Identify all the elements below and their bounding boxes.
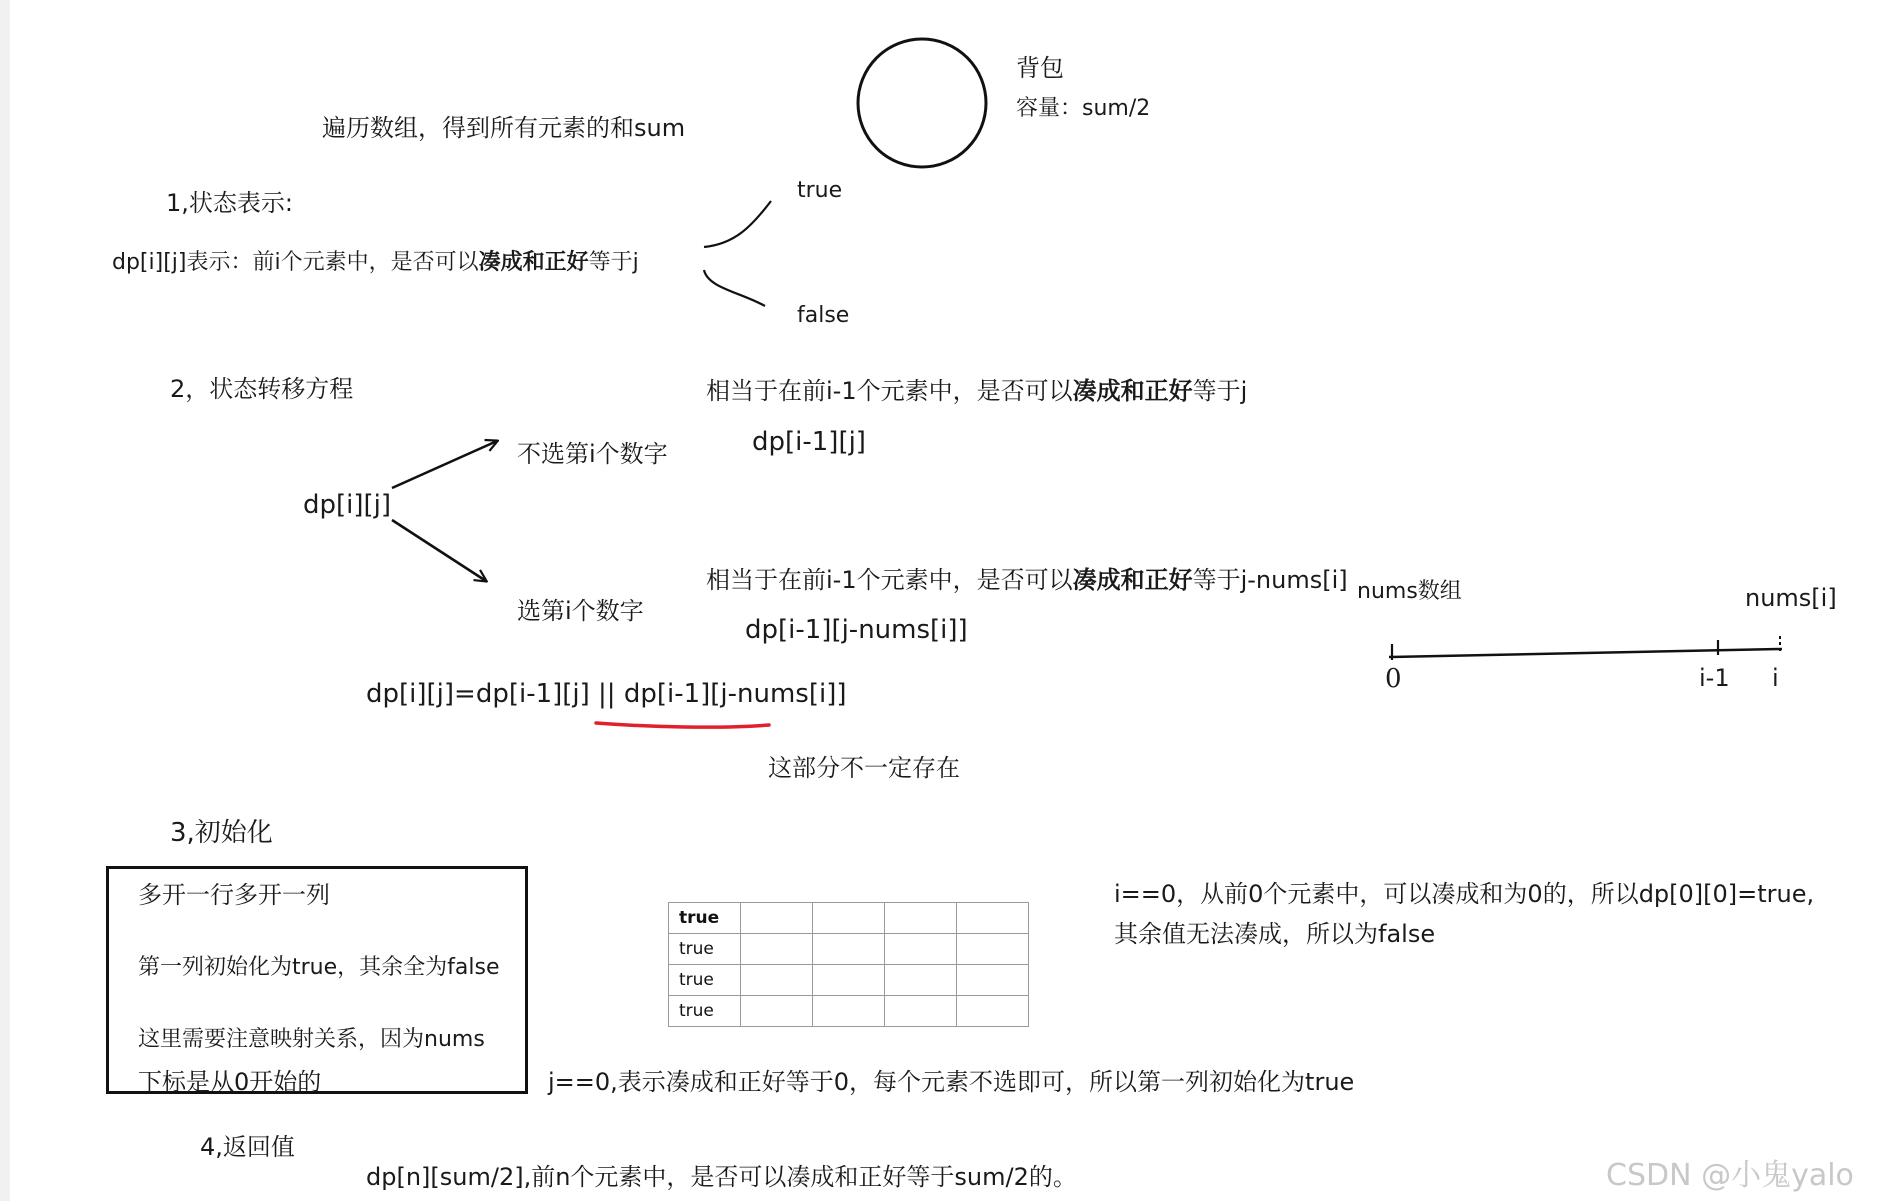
table-cell xyxy=(885,996,957,1027)
branch-true-stroke xyxy=(704,201,771,247)
desc1-bold: 凑成和正好 xyxy=(1072,377,1193,405)
table-cell xyxy=(813,934,885,965)
table-cell xyxy=(741,996,813,1027)
transition-formula xyxy=(366,679,847,709)
state-heading: 1,状态表示: xyxy=(166,189,293,217)
init-box-line1: 多开一行多开一列 xyxy=(138,881,330,909)
state-definition xyxy=(112,245,639,276)
no-pick-description xyxy=(706,371,1247,406)
knapsack-circle xyxy=(858,39,986,167)
optional-term-underline xyxy=(596,723,769,727)
desc2-suffix: 等于j-nums[i] xyxy=(1192,566,1348,594)
transition-node: dp[i][j] xyxy=(303,490,392,520)
table-cell xyxy=(885,934,957,965)
return-heading: 4,返回值 xyxy=(200,1133,295,1161)
transition-heading: 2，状态转移方程 xyxy=(170,375,354,403)
nums-array-label: nums数组 xyxy=(1357,579,1462,604)
table-cell: true xyxy=(669,934,741,965)
table-cell xyxy=(957,903,1029,934)
table-cell: true xyxy=(669,903,741,934)
desc2-bold: 凑成和正好 xyxy=(1072,566,1193,594)
dp-table xyxy=(668,902,1029,1027)
init-j0-note: j==0,表示凑成和正好等于0，每个元素不选即可，所以第一列初始化为true xyxy=(548,1068,1355,1096)
state-def-suffix: 等于j xyxy=(588,250,639,275)
desc1-prefix: 相当于在前i-1个元素中，是否可以 xyxy=(706,377,1073,405)
table-cell xyxy=(741,903,813,934)
table-cell xyxy=(885,965,957,996)
table-cell xyxy=(885,903,957,934)
arrow-no-pick xyxy=(392,441,497,488)
table-cell xyxy=(957,965,1029,996)
table-cell: true xyxy=(669,965,741,996)
table-row xyxy=(669,965,1029,996)
nums-tick-label-0: 0 xyxy=(1385,664,1402,694)
nums-tick-label-i-minus-1: i-1 xyxy=(1699,664,1730,692)
formula-part-b: dp[i-1][j-nums[i]] xyxy=(623,679,847,709)
state-def-prefix: dp[i][j]表示：前i个元素中，是否可以 xyxy=(112,250,479,275)
arrow-pick xyxy=(392,520,486,581)
table-row xyxy=(669,996,1029,1027)
no-pick-label: 不选第i个数字 xyxy=(517,440,668,468)
table-cell xyxy=(813,903,885,934)
nums-item-label: nums[i] xyxy=(1745,584,1837,612)
return-text: dp[n][sum/2],前n个元素中，是否可以凑成和正好等于sum/2的。 xyxy=(366,1163,1077,1191)
csdn-watermark: CSDN @小鬼yalo xyxy=(1606,1158,1854,1193)
bag-title: 背包 xyxy=(1016,54,1064,82)
table-row xyxy=(669,903,1029,934)
table-cell xyxy=(741,934,813,965)
pick-label: 选第i个数字 xyxy=(517,597,644,625)
init-i0-note-line2: 其余值无法凑成，所以为false xyxy=(1114,920,1436,948)
intro-text: 遍历数组，得到所有元素的和sum xyxy=(322,114,686,142)
bag-capacity: 容量：sum/2 xyxy=(1016,96,1151,121)
desc2-prefix: 相当于在前i-1个元素中，是否可以 xyxy=(706,566,1073,594)
state-def-bold: 凑成和正好 xyxy=(478,250,589,275)
branch-true-label: true xyxy=(797,178,843,203)
pick-expression: dp[i-1][j-nums[i]] xyxy=(745,615,968,645)
table-row xyxy=(669,934,1029,965)
desc1-suffix: 等于j xyxy=(1192,377,1248,405)
init-box-line4: 下标是从0开始的 xyxy=(138,1068,322,1096)
table-cell xyxy=(741,965,813,996)
pick-description xyxy=(706,560,1348,595)
init-i0-note-line1: i==0，从前0个元素中，可以凑成和为0的，所以dp[0][0]=true, xyxy=(1114,880,1815,908)
table-cell xyxy=(957,934,1029,965)
table-cell xyxy=(813,965,885,996)
no-pick-expression: dp[i-1][j] xyxy=(752,427,866,457)
nums-axis-line xyxy=(1389,649,1782,657)
init-box-line2: 第一列初始化为true，其余全为false xyxy=(138,955,500,980)
branch-false-stroke xyxy=(704,270,765,306)
init-box-line3: 这里需要注意映射关系，因为nums xyxy=(138,1027,485,1052)
formula-part-a: dp[i][j]=dp[i-1][j] || xyxy=(366,679,624,709)
optional-note: 这部分不一定存在 xyxy=(768,754,960,782)
init-heading: 3,初始化 xyxy=(170,818,273,848)
table-cell xyxy=(957,996,1029,1027)
nums-tick-label-i: i xyxy=(1772,664,1779,692)
table-cell: true xyxy=(669,996,741,1027)
table-cell xyxy=(813,996,885,1027)
branch-false-label: false xyxy=(797,303,850,328)
